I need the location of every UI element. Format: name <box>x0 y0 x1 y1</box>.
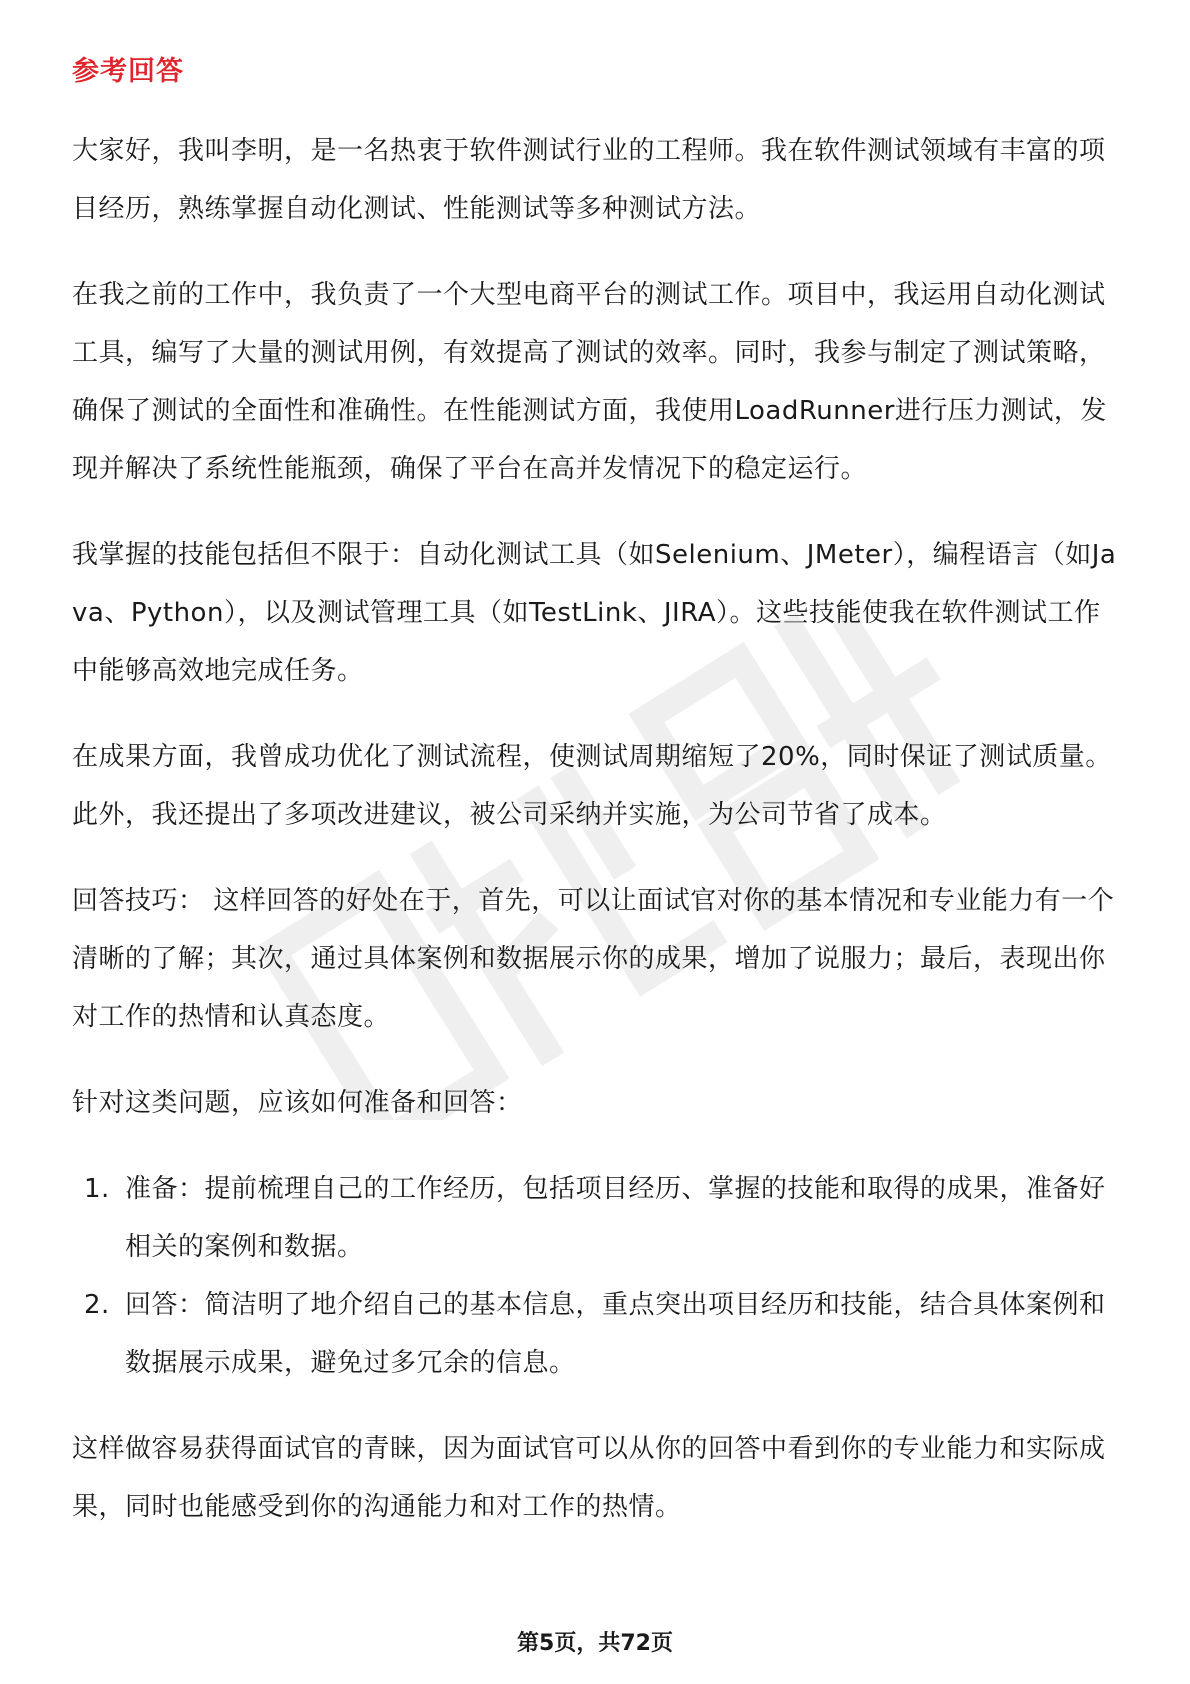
preparation-steps-list <box>72 1160 1122 1392</box>
paragraph-skills: 我掌握的技能包括但不限于：自动化测试工具（如Selenium、JMeter），编程语言（如Java、Python），以及测试管理工具（如TestLink、JIRA）。这些技能使我在软件测试工作中能够高效地完成任务。 <box>72 540 1117 686</box>
list-item <box>72 1160 1122 1276</box>
list-item <box>72 1276 1122 1392</box>
paragraph-preparation-intro: 针对这类问题，应该如何准备和回答： <box>72 1088 523 1118</box>
list-item-text: 回答：简洁明了地介绍自己的基本信息，重点突出项目经历和技能，结合具体案例和数据展示成果，避免过多冗余的信息。 <box>125 1290 1106 1378</box>
list-item-number: 1. <box>84 1174 110 1204</box>
list-item-text: 准备：提前梳理自己的工作经历，包括项目经历、掌握的技能和取得的成果，准备好相关的案例和数据。 <box>125 1174 1106 1262</box>
paragraph-work-experience: 在我之前的工作中，我负责了一个大型电商平台的测试工作。项目中，我运用自动化测试工具，编写了大量的测试用例，有效提高了测试的效率。同时，我参与制定了测试策略，确保了测试的全面性和准确性。在性能测试方面，我使用LoadRunner进行压力测试，发现并解决了系统性能瓶颈，确保了平台在高并发情况下的稳定运行。 <box>72 280 1107 484</box>
paragraph-achievements: 在成果方面，我曾成功优化了测试流程，使测试周期缩短了20%，同时保证了测试质量。此外，我还提出了多项改进建议，被公司采纳并实施，为公司节省了成本。 <box>72 742 1112 830</box>
section-heading: 参考回答 <box>72 56 184 87</box>
paragraph-answer-tips: 回答技巧： 这样回答的好处在于，首先，可以让面试官对你的基本情况和专业能力有一个清晰的了解；其次，通过具体案例和数据展示你的成果，增加了说服力；最后，表现出你对工作的热情和认真态度。 <box>72 886 1115 1032</box>
list-item-number: 2. <box>84 1290 110 1320</box>
paragraph-closing: 这样做容易获得面试官的青睐，因为面试官可以从你的回答中看到你的专业能力和实际成果，同时也能感受到你的沟通能力和对工作的热情。 <box>72 1434 1106 1522</box>
page-number-footer: 第5页，共72页 <box>517 1631 673 1656</box>
paragraph-intro: 大家好，我叫李明，是一名热衷于软件测试行业的工程师。我在软件测试领域有丰富的项目经历，熟练掌握自动化测试、性能测试等多种测试方法。 <box>72 136 1106 224</box>
document-page <box>72 48 1122 1564</box>
